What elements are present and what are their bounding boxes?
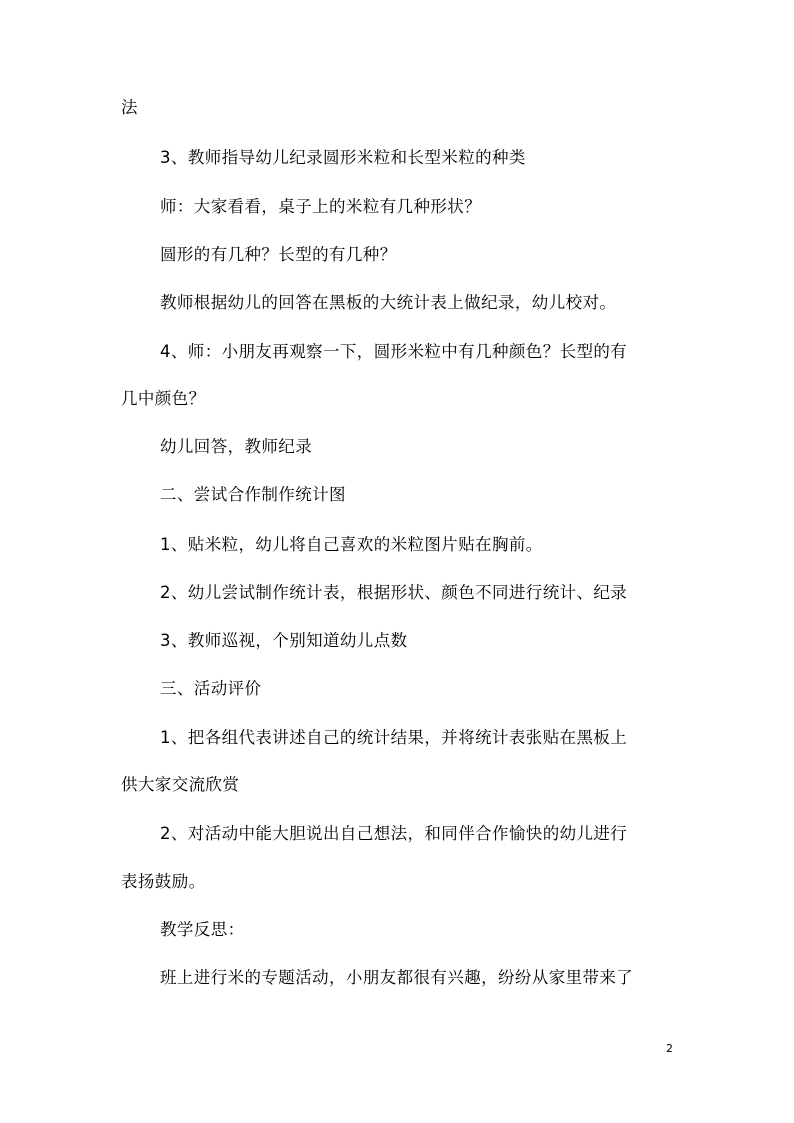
paragraph-line-5: 教师根据幼儿的回答在黑板的大统计表上做纪录，幼儿校对。 xyxy=(160,293,617,312)
section-heading-3: 三、活动评价 xyxy=(160,679,262,698)
paragraph-line-10: 1、贴米粒，幼儿将自己喜欢的米粒图片贴在胸前。 xyxy=(160,535,543,554)
paragraph-line-4: 圆形的有几种？长型的有几种？ xyxy=(160,245,397,264)
paragraph-line-3: 师：大家看看，桌子上的米粒有几种形状？ xyxy=(160,197,482,216)
paragraph-line-8: 幼儿回答，教师纪录 xyxy=(160,437,313,456)
paragraph-line-2: 3、教师指导幼儿纪录圆形米粒和长型米粒的种类 xyxy=(160,148,526,167)
paragraph-line-11: 2、幼儿尝试制作统计表，根据形状、颜色不同进行统计、纪录 xyxy=(160,583,628,602)
paragraph-line-17: 表扬鼓励。 xyxy=(121,872,206,891)
paragraph-line-7: 几中颜色？ xyxy=(121,389,206,408)
paragraph-line-15: 供大家交流欣赏 xyxy=(121,775,240,794)
paragraph-line-16: 2、对活动中能大胆说出自己想法，和同伴合作愉快的幼儿进行 xyxy=(160,824,628,843)
paragraph-line-19: 班上进行米的专题活动，小朋友都很有兴趣，纷纷从家里带来了 xyxy=(160,968,634,987)
paragraph-line-12: 3、教师巡视，个别知道幼儿点数 xyxy=(160,631,408,650)
reflection-heading: 教学反思： xyxy=(160,920,245,939)
paragraph-line-1: 法 xyxy=(121,98,138,117)
paragraph-line-6: 4、师：小朋友再观察一下，圆形米粒中有几种颜色？长型的有 xyxy=(160,342,628,361)
section-heading-2: 二、尝试合作制作统计图 xyxy=(160,485,346,504)
paragraph-line-14: 1、把各组代表讲述自己的统计结果，并将统计表张贴在黑板上 xyxy=(160,728,628,747)
page-number: 2 xyxy=(666,1042,673,1055)
